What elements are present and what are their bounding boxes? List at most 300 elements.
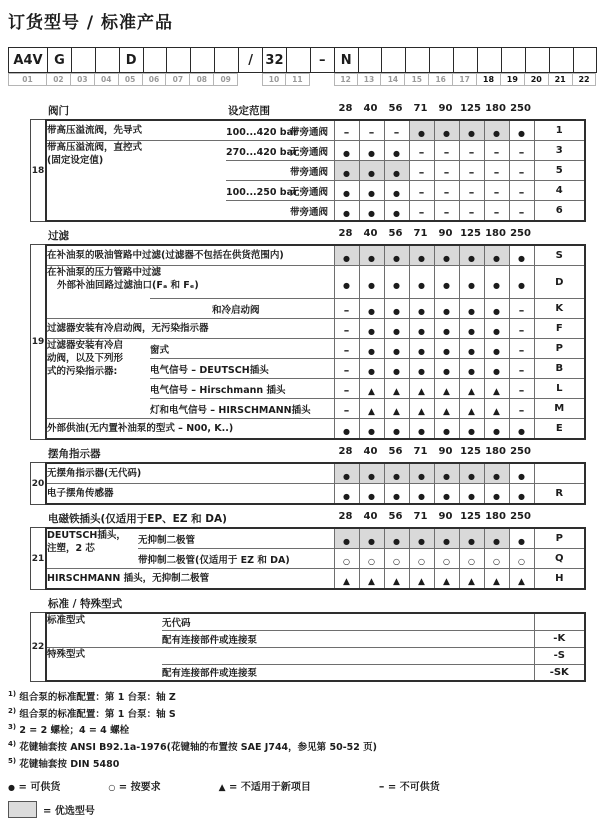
code-box: A4V (9, 47, 48, 73)
symbol-dot: ● (418, 492, 425, 501)
code-cell: R (534, 484, 585, 505)
row-sublabel-text: 无旁通阀 (290, 186, 329, 198)
symbol-dot: ● (443, 280, 450, 290)
position-number: 07 (166, 73, 190, 86)
matrix-cell (434, 419, 459, 440)
spec-table (45, 527, 586, 590)
row-label (46, 245, 334, 266)
symbol-dash: – (518, 166, 525, 179)
matrix-cell (384, 319, 409, 339)
size-header-value: 90 (438, 228, 453, 239)
code-box (191, 47, 215, 73)
section-number-bracket (30, 612, 45, 682)
row-sublabel (226, 161, 334, 181)
code-box (454, 47, 478, 73)
code-cell (534, 463, 585, 484)
symbol-dash: – (518, 146, 525, 159)
row-label-line: 电子摆角传感器 (47, 488, 114, 499)
code-box: N (335, 47, 359, 73)
matrix-cell (459, 419, 484, 440)
position-number-row (8, 73, 597, 86)
symbol-dot: ● (343, 472, 350, 481)
table-row (46, 319, 585, 339)
symbol-dot: ● (493, 280, 500, 290)
footnote-mark: 2) (8, 706, 17, 715)
table-row (46, 266, 585, 299)
symbol-dash: – (343, 344, 350, 357)
table-row (46, 141, 585, 161)
row-label-line: 外部供油(无内置补油泵的型式 – N00, K..) (47, 423, 234, 434)
symbol-dot: ● (368, 169, 375, 178)
matrix-cell (384, 379, 409, 399)
section-header (30, 445, 584, 462)
symbol-dot: ● (443, 129, 450, 138)
code-box (550, 47, 574, 73)
row-sublabel (162, 647, 534, 664)
size-header-value: 90 (438, 446, 453, 457)
code-cell: B (534, 359, 585, 379)
matrix-cell (334, 266, 359, 299)
setting-range: 100...250 bar (226, 186, 298, 198)
row-sublabel-text: 无旁通阀 (290, 146, 329, 158)
matrix-cell (409, 120, 434, 141)
symbol-dot: ● (393, 537, 400, 546)
matrix-cell (409, 463, 434, 484)
row-label (46, 484, 334, 505)
matrix-cell (484, 245, 509, 266)
matrix-cell (409, 161, 434, 181)
row-label-line: 无摆角指示器(无代码) (47, 468, 142, 479)
code-box (526, 47, 550, 73)
symbol-dot: ● (393, 307, 400, 316)
matrix-cell (334, 141, 359, 161)
row-label (46, 647, 162, 681)
section-number: 20 (31, 478, 45, 489)
matrix-cell (509, 319, 534, 339)
legend-symbol-dot: ● (8, 783, 15, 793)
legend-symbol-dash: – (378, 780, 385, 794)
matrix-cell (459, 549, 484, 569)
matrix-cell (359, 141, 384, 161)
matrix-cell (334, 201, 359, 222)
matrix-cell (509, 299, 534, 319)
symbol-dot: ● (418, 280, 425, 290)
symbol-dot: ● (418, 537, 425, 546)
symbol-dot: ● (518, 472, 525, 481)
symbol-dot: ● (393, 189, 400, 198)
matrix-cell (384, 549, 409, 569)
matrix-cell (359, 359, 384, 379)
position-number: 12 (334, 73, 358, 86)
size-header-value: 56 (388, 446, 403, 457)
matrix-cell (509, 266, 534, 299)
matrix-cell (459, 319, 484, 339)
matrix-cell (509, 359, 534, 379)
matrix-cell (509, 245, 534, 266)
table-row (46, 245, 585, 266)
matrix-cell (459, 528, 484, 549)
symbol-dot: ● (343, 492, 350, 501)
symbol-dash: – (443, 166, 450, 179)
symbol-dot: ● (418, 307, 425, 316)
position-number: 18 (477, 73, 501, 86)
matrix-cell (484, 299, 509, 319)
section-20 (30, 445, 584, 505)
matrix-cell (359, 549, 384, 569)
row-label-line: 动阀，以及下列形 (47, 353, 124, 364)
matrix-cell (334, 359, 359, 379)
symbol-dash: – (343, 304, 350, 317)
section-mid-title: 设定范围 (228, 105, 270, 117)
matrix-cell (359, 299, 384, 319)
symbol-dot: ● (468, 347, 475, 356)
symbol-dash: – (493, 206, 500, 219)
symbol-dot: ● (418, 427, 425, 436)
code-cell: D (534, 266, 585, 299)
matrix-cell (384, 141, 409, 161)
size-header-value: 180 (485, 103, 506, 114)
matrix-cell (334, 399, 359, 419)
code-cell: E (534, 419, 585, 440)
row-label-line: 过滤器安装有冷启 (47, 340, 124, 351)
matrix-cell (484, 339, 509, 359)
symbol-dot: ● (343, 209, 350, 218)
code-box (287, 47, 311, 73)
size-header-value: 180 (485, 511, 506, 522)
matrix-cell (384, 299, 409, 319)
symbol-tri: ▲ (518, 577, 525, 587)
row-sublabel-text: 带旁通阀 (290, 206, 329, 218)
row-label (46, 299, 150, 319)
symbol-dash: – (468, 206, 475, 219)
table-row (46, 419, 585, 440)
symbol-dash: – (343, 384, 350, 397)
row-sublabel-text: 和冷启动阀 (212, 304, 260, 316)
row-sublabel-text: 带抑制二极管(仅适用于 EZ 和 DA) (138, 554, 290, 566)
size-header-value: 125 (460, 103, 481, 114)
matrix-cell (459, 379, 484, 399)
matrix-cell (434, 181, 459, 201)
legend-item: – = 不可供货 (378, 780, 440, 794)
symbol-dot: ● (518, 129, 525, 138)
symbol-dot: ● (468, 492, 475, 501)
matrix-cell (334, 484, 359, 505)
section-title: 阀门 (48, 105, 69, 117)
row-sublabel (226, 120, 334, 141)
symbol-dash: – (468, 146, 475, 159)
row-label-line: 标准型式 (47, 615, 86, 626)
code-box (478, 47, 502, 73)
setting-range: 100...420 bar (226, 126, 298, 138)
row-sublabel (150, 359, 334, 379)
row-sublabel (162, 613, 534, 630)
symbol-dot: ● (493, 327, 500, 336)
position-number: 22 (573, 73, 597, 86)
code-box (406, 47, 430, 73)
position-number (310, 73, 334, 86)
matrix-cell (459, 181, 484, 201)
size-header-value: 56 (388, 228, 403, 239)
code-box: – (311, 47, 335, 73)
footnotes (8, 688, 600, 771)
row-sublabel (150, 379, 334, 399)
symbol-tri: ▲ (418, 407, 425, 417)
code-box (574, 47, 598, 73)
section-19 (30, 227, 584, 440)
symbol-dot: ● (393, 367, 400, 376)
code-cell: P (534, 528, 585, 549)
matrix-cell (409, 181, 434, 201)
symbol-dot: ● (418, 367, 425, 376)
matrix-cell (434, 484, 459, 505)
position-number: 21 (549, 73, 573, 86)
symbol-dash: – (518, 324, 525, 337)
section-header (30, 227, 584, 244)
matrix-cell (384, 161, 409, 181)
code-cell: 3 (534, 141, 585, 161)
matrix-cell (334, 549, 359, 569)
spec-table (45, 244, 586, 440)
matrix-cell (509, 339, 534, 359)
matrix-cell (459, 399, 484, 419)
matrix-cell (459, 569, 484, 590)
matrix-cell (434, 569, 459, 590)
section-18 (30, 102, 584, 222)
code-cell: L (534, 379, 585, 399)
row-label (46, 528, 138, 569)
size-header-value: 28 (338, 446, 353, 457)
symbol-circ: ○ (368, 557, 375, 566)
matrix-cell (409, 359, 434, 379)
symbol-dot: ● (468, 280, 475, 290)
size-header (333, 446, 533, 457)
symbol-dash: – (343, 324, 350, 337)
matrix-cell (384, 266, 409, 299)
symbol-dot: ● (418, 254, 425, 263)
symbol-dot: ● (393, 149, 400, 158)
row-label-line: 带高压溢流阀，先导式 (47, 125, 143, 136)
matrix-cell (509, 463, 534, 484)
matrix-cell (359, 379, 384, 399)
matrix-cell (509, 549, 534, 569)
matrix-cell (434, 399, 459, 419)
symbol-dot: ● (518, 492, 525, 501)
symbol-dot: ● (393, 327, 400, 336)
size-header-value: 28 (338, 103, 353, 114)
legend-symbol-circ: ○ (108, 783, 116, 793)
matrix-cell (459, 161, 484, 181)
symbol-dot: ● (493, 367, 500, 376)
matrix-cell (334, 161, 359, 181)
row-sublabel (226, 181, 334, 201)
symbol-dash: – (518, 404, 525, 417)
matrix-cell (384, 399, 409, 419)
size-header-value: 28 (338, 228, 353, 239)
symbol-dot: ● (368, 307, 375, 316)
section-header (30, 510, 584, 527)
symbol-tri: ▲ (468, 407, 475, 417)
row-sublabel-text: 配有连接部件或连接泵 (162, 634, 258, 646)
symbol-dot: ● (393, 169, 400, 178)
matrix-cell (459, 299, 484, 319)
position-number: 11 (286, 73, 310, 86)
symbol-dot: ● (468, 537, 475, 546)
symbol-tri: ▲ (493, 407, 500, 417)
matrix-cell (434, 120, 459, 141)
symbol-dash: – (343, 126, 350, 139)
symbol-dot: ● (393, 280, 400, 290)
matrix-cell (484, 463, 509, 484)
symbol-dot: ● (368, 149, 375, 158)
code-cell: 6 (534, 201, 585, 222)
symbol-dot: ● (343, 189, 350, 198)
matrix-cell (384, 463, 409, 484)
symbol-tri: ▲ (393, 387, 400, 397)
matrix-cell (334, 120, 359, 141)
matrix-cell (484, 569, 509, 590)
symbol-dot: ● (443, 537, 450, 546)
row-label (46, 419, 334, 440)
position-number: 10 (262, 73, 286, 86)
code-cell: Q (534, 549, 585, 569)
matrix-cell (334, 569, 359, 590)
symbol-circ: ○ (393, 557, 400, 566)
table-row (46, 647, 585, 664)
symbol-circ: ○ (443, 557, 450, 566)
table-row (46, 299, 585, 319)
matrix-cell (459, 245, 484, 266)
matrix-cell (509, 569, 534, 590)
symbol-dot: ● (493, 254, 500, 263)
spec-table (45, 462, 586, 505)
symbol-dot: ● (343, 427, 350, 436)
model-code-strip (8, 47, 597, 86)
symbol-dash: – (493, 166, 500, 179)
matrix-cell (384, 245, 409, 266)
size-header-value: 125 (460, 511, 481, 522)
row-label (46, 266, 334, 299)
matrix-cell (359, 266, 384, 299)
matrix-cell (434, 245, 459, 266)
symbol-dash: – (518, 384, 525, 397)
symbol-tri: ▲ (368, 407, 375, 417)
matrix-cell (359, 245, 384, 266)
matrix-cell (359, 463, 384, 484)
symbol-dash: – (518, 304, 525, 317)
position-number (238, 73, 262, 86)
row-sublabel-text: 无代码 (162, 617, 191, 629)
matrix-cell (409, 299, 434, 319)
symbol-dot: ● (518, 254, 525, 263)
section-number: 18 (31, 165, 45, 176)
row-label (46, 613, 162, 647)
size-header-value: 28 (338, 511, 353, 522)
matrix-cell (409, 266, 434, 299)
spec-sections (0, 102, 600, 682)
matrix-cell (434, 549, 459, 569)
size-header-value: 40 (363, 511, 378, 522)
section-number-bracket (30, 462, 45, 505)
size-header-value: 180 (485, 228, 506, 239)
row-sublabel (162, 664, 534, 681)
matrix-cell (484, 528, 509, 549)
row-label (46, 463, 334, 484)
matrix-cell (509, 201, 534, 222)
position-number: 03 (71, 73, 95, 86)
size-header-value: 40 (363, 103, 378, 114)
symbol-dash: – (518, 206, 525, 219)
matrix-cell (434, 379, 459, 399)
symbol-dot: ● (368, 347, 375, 356)
symbol-dot: ● (468, 472, 475, 481)
matrix-cell (434, 339, 459, 359)
symbol-dot: ● (368, 189, 375, 198)
symbol-dot: ● (368, 427, 375, 436)
symbol-dot: ● (418, 347, 425, 356)
symbol-dash: – (518, 344, 525, 357)
matrix-cell (334, 419, 359, 440)
position-number: 08 (190, 73, 214, 86)
matrix-cell (434, 528, 459, 549)
symbol-dash: – (493, 186, 500, 199)
matrix-cell (509, 379, 534, 399)
position-number: 01 (8, 73, 47, 86)
symbol-dot: ● (493, 537, 500, 546)
matrix-cell (409, 141, 434, 161)
code-cell: -K (534, 630, 585, 647)
size-header-value: 56 (388, 511, 403, 522)
size-header-value: 71 (413, 511, 428, 522)
size-header-value: 40 (363, 446, 378, 457)
matrix-cell (459, 463, 484, 484)
symbol-dash: – (418, 186, 425, 199)
matrix-cell (409, 419, 434, 440)
symbol-dot: ● (518, 427, 525, 436)
matrix-cell (509, 528, 534, 549)
legend-item: ○ = 按要求 (108, 782, 161, 794)
row-label-line: (固定设定值) (47, 155, 104, 166)
matrix-cell (459, 484, 484, 505)
matrix-cell (484, 181, 509, 201)
matrix-cell (334, 463, 359, 484)
row-sublabel (226, 141, 334, 161)
section-number: 22 (31, 642, 45, 652)
symbol-dot: ● (418, 129, 425, 138)
symbol-tri: ▲ (443, 387, 450, 397)
footnote-mark: 3) (8, 723, 17, 732)
symbol-tri: ▲ (418, 577, 425, 587)
table-row (46, 613, 585, 630)
matrix-cell (384, 569, 409, 590)
symbol-circ: ○ (343, 557, 350, 566)
matrix-cell (434, 299, 459, 319)
matrix-cell (334, 245, 359, 266)
row-sublabel-text: 带旁通阀 (290, 126, 329, 138)
symbol-dot: ● (368, 367, 375, 376)
row-sublabel-text: 窗式 (150, 344, 170, 356)
footnote-mark: 5) (8, 756, 17, 765)
matrix-cell (409, 379, 434, 399)
position-number: 19 (501, 73, 525, 86)
row-sublabel (162, 630, 534, 647)
symbol-dot: ● (343, 254, 350, 263)
section-number: 21 (31, 553, 45, 564)
matrix-cell (509, 484, 534, 505)
matrix-cell (509, 181, 534, 201)
matrix-cell (409, 484, 434, 505)
row-sublabel-text: 配有连接部件或连接泵 (162, 668, 258, 680)
row-label (46, 319, 334, 339)
